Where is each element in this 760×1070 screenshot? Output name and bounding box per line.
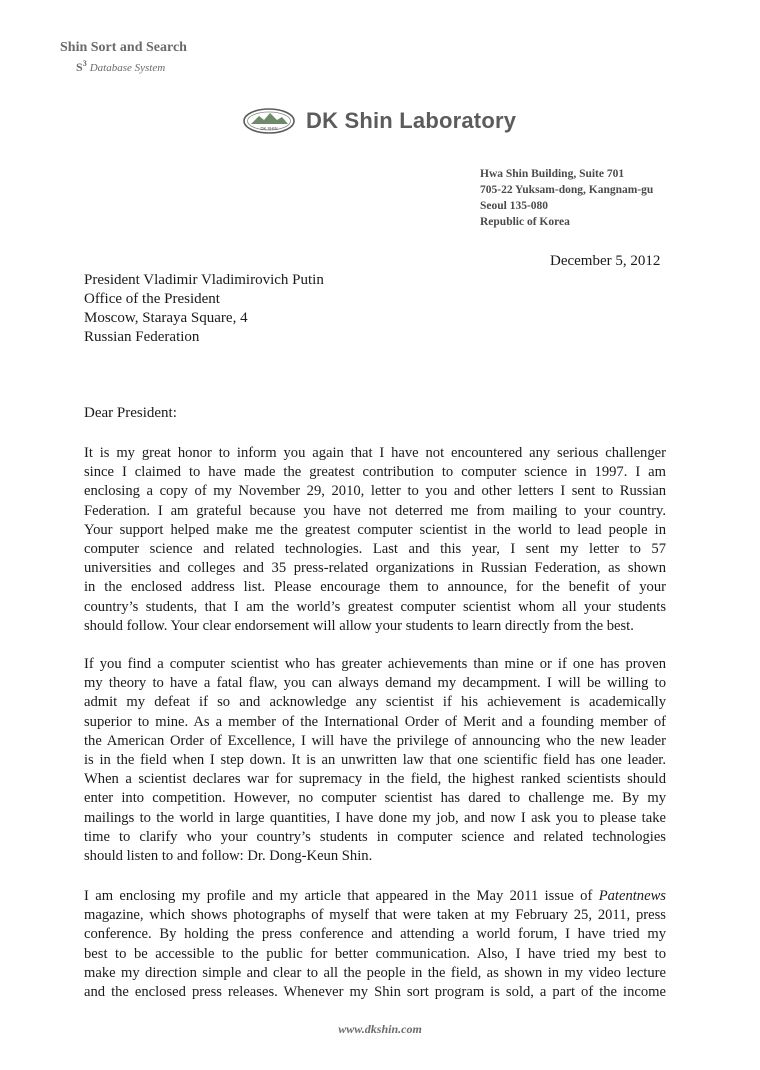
product-subtitle: $S^3$ Database System — [76, 59, 166, 74]
text-line: enclosing a copy of my November 29, 2010, letter to you and other letters I sent to Russian — [84, 483, 666, 500]
text-line: computer science and related technologies. Last and this year, I sent my letter to 57 — [84, 541, 666, 558]
text-line: When a scientist declares war for supremacy in the field, the highest ranked scientists should — [84, 771, 666, 788]
mountain-logo-icon — [242, 106, 296, 136]
corner-branding — [60, 40, 187, 76]
text-line: my theory to have a fatal flaw, you can always demand my decampment. I will be willing to — [84, 675, 666, 692]
text-line: mailings to the world in large quantities, I have done my job, and now I ask you to please take — [84, 809, 666, 826]
text-line: since I claimed to have made the greatest contribution to computer science in 1997. I am — [84, 464, 666, 481]
recipient-line: Moscow, Staraya Square, 4 — [84, 310, 248, 326]
paragraph-1 — [84, 444, 666, 636]
sender-address — [480, 166, 653, 230]
text-line: make my direction simple and clear to all the people in the field, as shown in my video lecture — [84, 964, 666, 981]
text-line: the American Order of Excellence, I will have the privilege of announcing who the new leader — [84, 732, 666, 749]
address-line: 705-22 Yuksam-dong, Kangnam-gu — [480, 184, 654, 196]
text-line: magazine, which shows photographs of myself that were taken at my February 25, 2011, press — [84, 907, 666, 924]
letterhead — [242, 106, 516, 136]
text-line: enter into competition. However, no computer scientist has dared to challenge me. By my — [84, 790, 666, 807]
salutation: Dear President: — [84, 405, 177, 421]
text-line: superior to mine. As a member of the International Order of Merit and a founding member of — [84, 713, 666, 730]
logo-text: DK SHIN — [260, 126, 278, 131]
recipient-line: Office of the President — [84, 291, 220, 307]
address-line: Republic of Korea — [480, 216, 570, 228]
text-line: in the enclosed address list. Please encourage them to announce, for the benefit of your — [84, 579, 666, 596]
text-line: and the enclosed press releases. Whenever my Shin sort program is sold, a part of the income — [84, 984, 666, 1001]
text-line: time to clarify who your country’s students in computer science and related technologies — [84, 828, 666, 845]
text-line: I am enclosing my profile and my article that appeared in the May 2011 issue of Patentnews — [84, 888, 666, 904]
website-footer: www.dkshin.com — [338, 1022, 422, 1036]
recipient-address — [84, 271, 324, 347]
letter-date: December 5, 2012 — [550, 253, 661, 269]
paragraph-3 — [84, 887, 666, 1002]
product-title: Shin Sort and Search — [60, 40, 187, 55]
address-line: Seoul 135-080 — [480, 200, 549, 212]
text-line: should listen to and follow: Dr. Dong-Keun Shin. — [84, 848, 373, 865]
text-line: is in the field when I step down. It is an unwritten law that one scientific field has one leader. — [84, 752, 666, 769]
paragraph-2 — [84, 655, 666, 866]
text-line: country’s students, that I am the world’s greatest computer scientist whom all your students — [84, 598, 666, 615]
text-line: Your support helped make me the greatest computer scientist in the world to lead people in — [84, 521, 666, 538]
recipient-line: President Vladimir Vladimirovich Putin — [84, 272, 324, 288]
address-line: Hwa Shin Building, Suite 701 — [480, 168, 625, 180]
text-line: Federation. I am grateful because you have not deterred me from mailing to your country. — [84, 502, 666, 519]
text-line: conference. By holding the press conference and attending a world forum, I have tried my — [84, 926, 666, 943]
recipient-line: Russian Federation — [84, 329, 200, 345]
text-line: It is my great honor to inform you again that I have not encountered any serious challenger — [84, 445, 666, 461]
text-line: universities and colleges and 35 press-related organizations in Russian Federation, as shown — [84, 560, 666, 577]
laboratory-name: DK Shin Laboratory — [306, 108, 517, 133]
text-line: If you find a computer scientist who has greater achievements than mine or if one has proven — [84, 656, 666, 672]
text-line: should follow. Your clear endorsement will allow your students to learn directly from the best. — [84, 617, 634, 634]
text-line: admit my defeat if so and acknowledge any scientist if his achievement is academically — [84, 694, 666, 711]
text-line: best to be accessible to the public for better communication. Also, I have tried my best to — [84, 945, 666, 962]
